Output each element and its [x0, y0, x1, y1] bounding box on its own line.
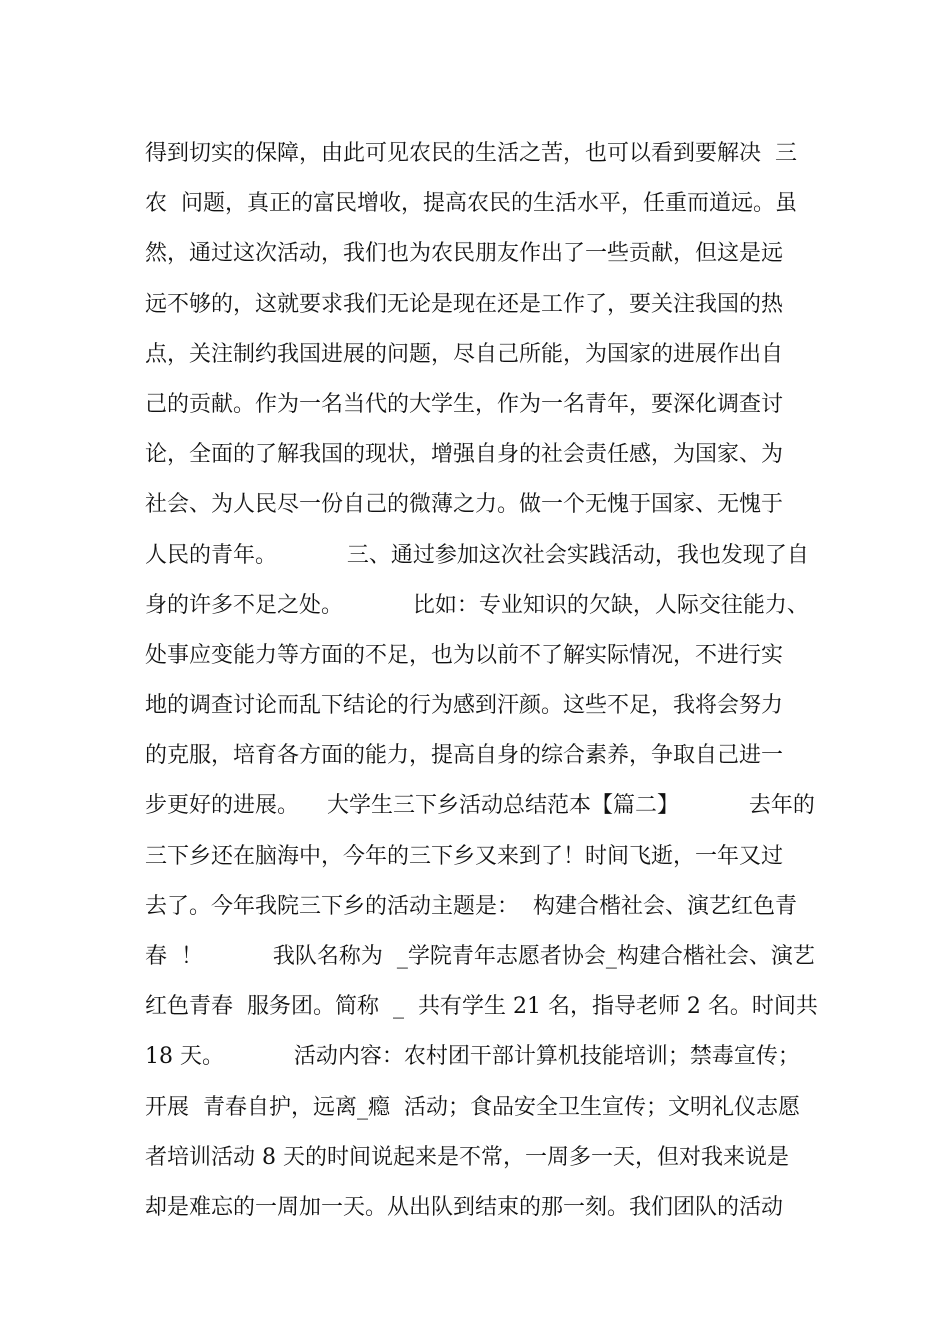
text-line: 开展 青春自护，远离_瘾 活动；食品安全卫生宣传；文明礼仪志愿 [145, 1094, 800, 1120]
text-line: 己的贡献。作为一名当代的大学生，作为一名青年，要深化调查讨 [145, 391, 784, 417]
text-line: 社会、为人民尽一份自己的微薄之力。做一个无愧于国家、无愧于 [145, 492, 784, 518]
text-line: 处事应变能力等方面的不足，也为以前不了解实际情况，不进行实 [145, 642, 784, 668]
text-line: 三下乡还在脑海中，今年的三下乡又来到了！时间飞逝，一年又过 [145, 843, 784, 869]
text-line: 农 问题，真正的富民增收，提高农民的生活水平，任重而道远。虽 [145, 191, 797, 217]
body-text [145, 129, 825, 1233]
text-line: 身的许多不足之处。 比如：专业知识的欠缺，人际交往能力、 [145, 592, 809, 618]
text-line: 去了。今年我院三下乡的活动主题是： 构建合楷社会、演艺红色青 [145, 893, 797, 919]
text-line: 点，关注制约我国进展的问题，尽自己所能，为国家的进展作出自 [145, 341, 784, 367]
text-line: 却是难忘的一周加一天。从出队到结束的那一刻。我们团队的活动 [145, 1194, 784, 1220]
text-line: 远不够的，这就要求我们无论是现在还是工作了，要关注我国的热 [145, 291, 784, 317]
text-line: 红色青春 服务团。简称 _ 共有学生 21 名，指导老师 2 名。时间共 [145, 994, 818, 1020]
text-line: 18 天。 活动内容：农村团干部计算机技能培训；禁毒宣传； [145, 1044, 800, 1070]
text-line: 的克服，培育各方面的能力，提高自身的综合素养，争取自己进一 [145, 743, 784, 769]
text-line: 者培训活动 8 天的时间说起来是不常，一周多一天，但对我来说是 [145, 1144, 789, 1170]
text-line: 步更好的进展。 大学生三下乡活动总结范本【篇二】 去年的 [145, 793, 815, 819]
text-line: 人民的青年。 三、通过参加这次社会实践活动，我也发现了自 [145, 542, 809, 568]
text-line: 得到切实的保障，由此可见农民的生活之苦，也可以看到要解决 三 [145, 141, 797, 166]
text-line: 地的调查讨论而乱下结论的行为感到汗颜。这些不足，我将会努力 [145, 693, 784, 719]
text-line: 春 ！ 我队名称为 _学院青年志愿者协会_构建合楷社会、演艺 [145, 944, 815, 969]
text-line: 论，全面的了解我国的现状，增强自身的社会责任感，为国家、为 [145, 442, 784, 468]
text-line: 然，通过这次活动，我们也为农民朋友作出了一些贡献，但这是远 [145, 241, 784, 267]
